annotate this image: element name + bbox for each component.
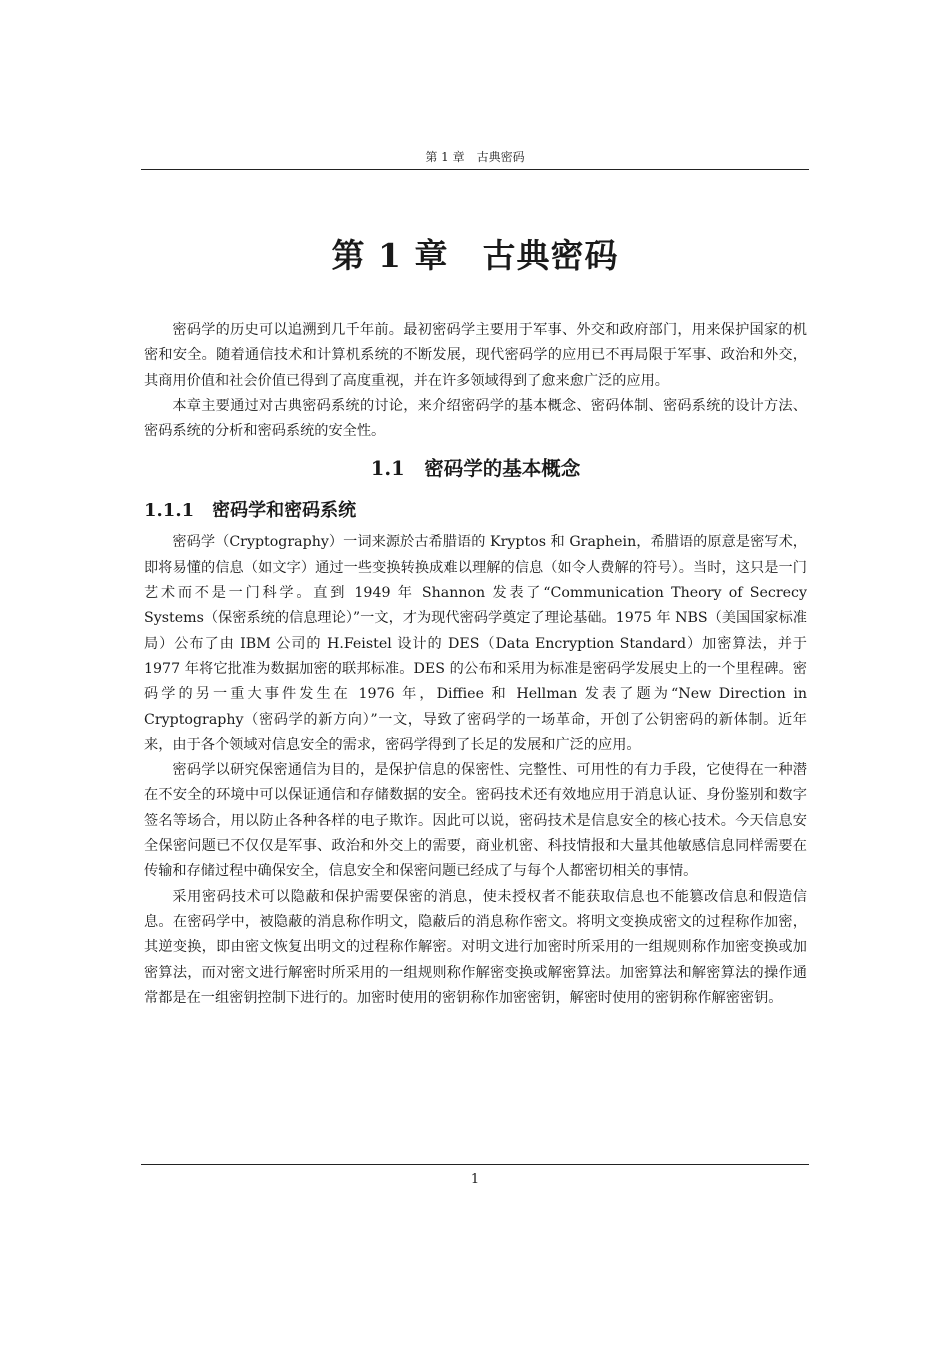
subsection-title: 1.1.1 密码学和密码系统 — [144, 500, 357, 522]
footer-rule — [141, 1164, 809, 1165]
intro-paragraph-1: 密码学的历史可以追溯到几千年前。最初密码学主要用于军事、外交和政府部门，用来保护国家的机密和安全。随着通信技术和计算机系统的不断发展，现代密码学的应用已不再局限于军事、政治和外交，其商用价值和社会价值已得到了高度重视，并在许多领域得到了愈来愈广泛的应用。 — [144, 322, 807, 389]
running-header: 第 1 章 古典密码 — [425, 150, 525, 164]
header-rule — [141, 169, 809, 170]
section-title: 1.1 密码学的基本概念 — [370, 457, 581, 481]
body-paragraph-2: 密码学以研究保密通信为目的，是保护信息的保密性、完整性、可用性的有力手段，它使得在一种潜在不安全的环境中可以保证通信和存储数据的安全。密码技术还有效地应用于消息认证、身份鉴别和数字签名等场合，用以防止各种各样的电子欺诈。因此可以说，密码技术是信息安全的核心技术。今天信息安全保密问题已不仅仅是军事、政治和外交上的需要，商业机密、科技情报和大量其他敏感信息同样需要在传输和存储过程中确保安全，信息安全和保密问题已经成了与每个人都密切相关的事情。 — [144, 762, 807, 880]
page-body — [144, 318, 807, 1011]
chapter-title: 第 1 章 古典密码 — [331, 236, 619, 275]
body-paragraph-1: 密码学（Cryptography）一词来源於古希腊语的 Kryptos 和 Graphein，希腊语的原意是密写术，即将易懂的信息（如文字）通过一些变换转换成难以理解的信息（如令人费解的符号）。当时，这只是一门艺术而不是一门科学。直到 1949 年 Shannon 发表了“Communication Theory of Secrecy Systems（保密系统的信息理论）”一文，才为现代密码学奠定了理论基础。1975 年 NBS（美国国家标准局）公布了由 IBM 公司的 H.Feistel 设计的 DES（Data Encryption Standard）加密算法，并于 1977 年将它批准为数据加密的联邦标准。DES 的公布和采用为标准是密码学发展史上的一个里程碑。密码学的另一重大事件发生在 1976 年，Diffiee 和 Hellman 发表了题为“New Direction in Cryptography（密码学的新方向）”一文，导致了密码学的一场革命，开创了公钥密码的新体制。近年来，由于各个领域对信息安全的需求，密码学得到了长足的发展和广泛的应用。 — [144, 534, 807, 753]
page-number: 1 — [470, 1172, 480, 1187]
body-paragraph-3: 采用密码技术可以隐蔽和保护需要保密的消息，使未授权者不能获取信息也不能篡改信息和假造信息。在密码学中，被隐蔽的消息称作明文，隐蔽后的消息称作密文。将明文变换成密文的过程称作加密，其逆变换，即由密文恢复出明文的过程称作解密。对明文进行加密时所采用的一组规则称作加密变换或加密算法，而对密文进行解密时所采用的一组规则称作解密变换或解密算法。加密算法和解密算法的操作通常都是在一组密钥控制下进行的。加密时使用的密钥称作加密密钥，解密时使用的密钥称作解密密钥。 — [144, 888, 807, 1006]
intro-paragraph-2: 本章主要通过对古典密码系统的讨论，来介绍密码学的基本概念、密码体制、密码系统的设计方法、密码系统的分析和密码系统的安全性。 — [144, 397, 807, 440]
